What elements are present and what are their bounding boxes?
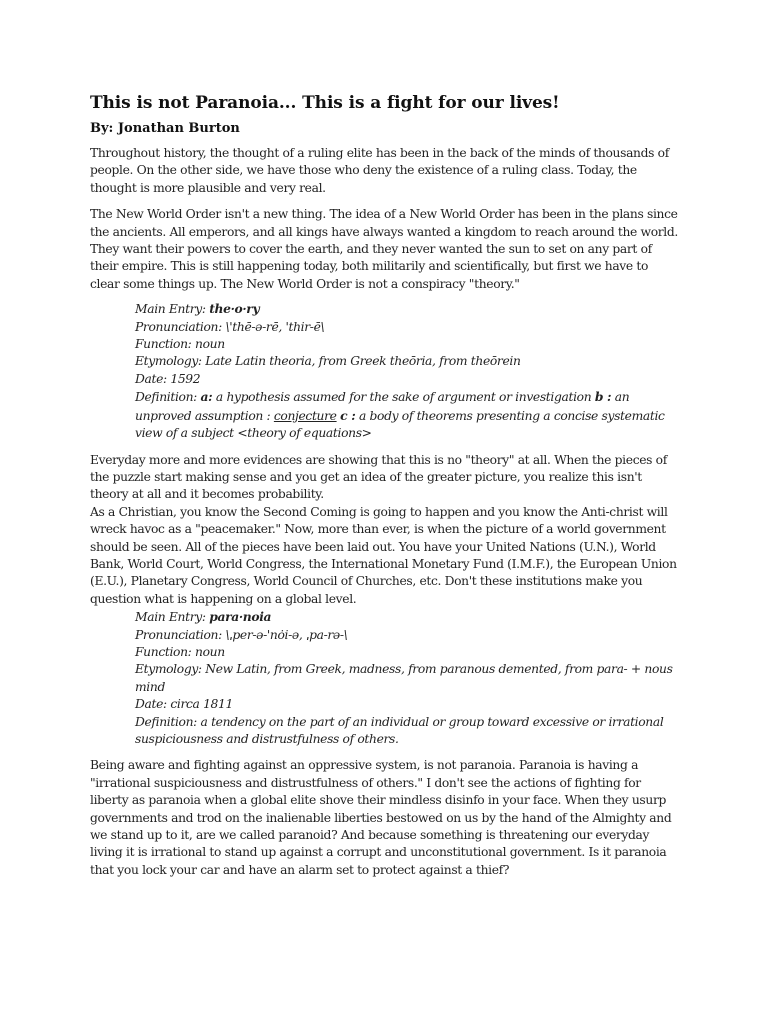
entry-date: Date: 1592 xyxy=(135,371,201,386)
article-byline: By: Jonathan Burton xyxy=(90,121,240,136)
entry-definition xyxy=(135,388,680,442)
article xyxy=(90,93,680,888)
paragraph-intro: Throughout history, the thought of a ruling elite has been in the back of the minds of thousands of people. On the other side, we have those who deny the existence of a ruling class. Today, the thought is more plausible and very real. xyxy=(90,146,669,195)
dictionary-entry-theory xyxy=(90,300,680,442)
entry-main-label: Main Entry: xyxy=(135,610,206,625)
entry-pronunciation: Pronunciation: \'thē-ə-rē, 'thir-ē\ xyxy=(135,319,325,334)
paragraph-being-aware: Being aware and fighting against an oppressive system, is not paranoia. Paranoia is having a "irrational suspiciousness and distrustfulness of others." I don't see the actions of fighting for liberty as paranoia when a global elite shove their mindless disinfo in your face. When they usurp governments and trod on the inalienable liberties bestowed on us by the hand of the Almighty and we stand up to it, are we called paranoid? And because something is threatening our everyday living it is irrational to stand up against a corrupt and unconstitutional government. Is it paranoia that you lock your car and have an alarm set to protect against a thief? xyxy=(90,758,672,877)
definition-b-text: an unproved assumption : xyxy=(135,390,630,423)
entry-headword: the·o·ry xyxy=(209,301,260,317)
article-title: This is not Paranoia... This is a fight for our lives! xyxy=(90,93,560,113)
definition-a-text: a hypothesis assumed for the sake of argument or investigation xyxy=(215,390,592,405)
entry-main-label: Main Entry: xyxy=(135,302,206,317)
entry-function: Function: noun xyxy=(135,644,225,659)
paragraph-new-world-order: The New World Order isn't a new thing. The idea of a New World Order has been in the plans since the ancients. All emperors, and all kings have always wanted a kingdom to reach around the world. They want their powers to cover the earth, and they never wanted the sun to set on any part of their empire. This is still happening today, both militarily and scientifically, but first we have to clear some things up. The New World Order is not a conspiracy "theory." xyxy=(90,207,678,291)
entry-main-line xyxy=(135,300,680,318)
entry-pronunciation: Pronunciation: \ˌper-ə-'nȯi-ə, ˌpa-rə-\ xyxy=(135,627,348,642)
definition-c-marker: c : xyxy=(340,407,356,423)
entry-headword: para·noia xyxy=(209,609,272,625)
dictionary-entry-paranoia xyxy=(90,608,680,748)
definition-c-text: a body of theorems presenting a concise systematic view of a subject <theory of equations> xyxy=(135,408,665,441)
conjecture-link[interactable]: conjecture xyxy=(273,408,337,423)
entry-date: Date: circa 1811 xyxy=(135,697,233,712)
definition-a-marker: a: xyxy=(200,389,213,405)
entry-etymology: Etymology: New Latin, from Greek, madness, from paranous demented, from para- + nous mind xyxy=(135,662,673,694)
entry-function: Function: noun xyxy=(135,337,225,352)
entry-etymology: Etymology: Late Latin theoria, from Greek theōria, from theōrein xyxy=(135,354,521,369)
entry-main-line xyxy=(135,608,680,626)
paragraph-christian: As a Christian, you know the Second Coming is going to happen and you know the Anti-christ will wreck havoc as a "peacemaker." Now, more than ever, is when the picture of a world government should be seen. All of the pieces have been laid out. You have your United Nations (U.N.), World Bank, World Court, World Congress, the International Monetary Fund (I.M.F.), the European Union (E.U.), Planetary Congress, World Council of Churches, etc. Don't these institutions make you question what is happening on a global level. xyxy=(90,504,677,606)
definition-b-marker: b : xyxy=(594,389,612,405)
entry-definition: Definition: a tendency on the part of an individual or group toward excessive or irrational suspiciousness and distrustfulness of others. xyxy=(135,714,664,746)
definition-label: Definition: xyxy=(135,390,197,405)
paragraph-everyday: Everyday more and more evidences are showing that this is no "theory" at all. When the pieces of the puzzle start making sense and you get an idea of the greater picture, you realize this isn't theory at all and it becomes probability. xyxy=(90,452,667,502)
